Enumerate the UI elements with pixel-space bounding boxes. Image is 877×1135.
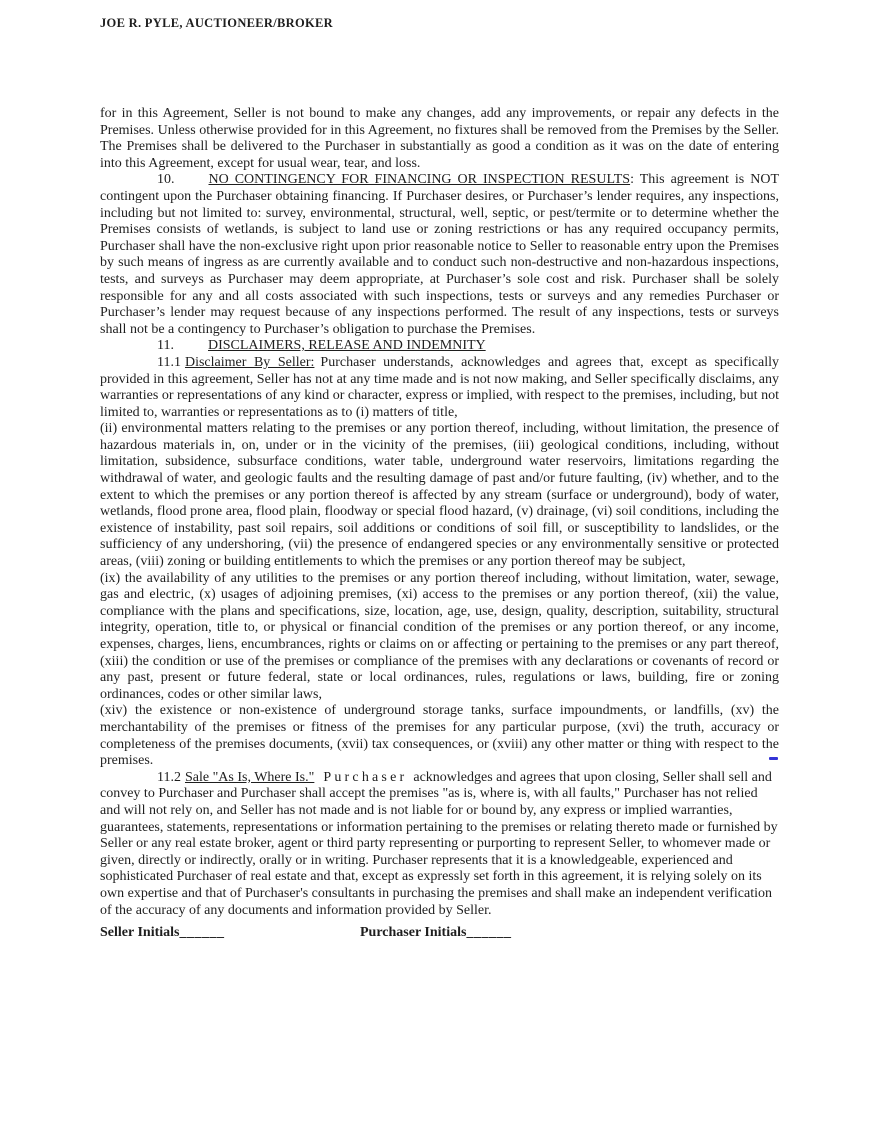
- section-11-2-spaced-word: Purchaser: [323, 769, 408, 785]
- section-11-2-number: 11.2: [157, 769, 181, 785]
- section-11-1-number: 11.1: [157, 354, 181, 370]
- seller-initials-group: [100, 924, 360, 941]
- purchaser-initials-blank: ______: [466, 925, 512, 941]
- section-11-heading-row: [100, 338, 779, 355]
- section-11-1-paragraph: [100, 355, 779, 421]
- page-title: JOE R. PYLE, AUCTIONEER/BROKER: [100, 16, 333, 30]
- section-10: [100, 172, 779, 338]
- section-11-2-body: acknowledges and agrees that upon closing, Seller shall sell and convey to Purchaser and Purchaser shall accept the premises "as is, where is, with all faults," Purchaser has not relied and will not rely on, and Seller has not made and is not liable for or bound by, any express or implied warranties, guarantees, statements, representations or information pertaining to the premises or relating thereto made or furnished by Seller or any real estate broker, agent or third party representing or purporting to represent Seller, to whomever made or given, directly or indirectly, orally or in writing. Purchaser represents that it is a knowledgeable, experienced and sophisticated Purchaser of real estate and that, except as expressly set forth in this agreement, it is relying solely on its own expertise and that of Purchaser's consultants in purchasing the premises and shall make an independent verification of the accuracy of any documents and information provided by Seller.: [100, 769, 778, 918]
- initials-row: [100, 924, 779, 944]
- section-11-1-body-d: (xiv) the existence or non-existence of underground storage tanks, surface impoundments, or landfills, (xv) the merchantability of the premises or fitness of the premises for any particular purpose, (xvi) the truth, accuracy or completeness of the premises documents, (xvii) tax consequences, or (xviii) any other matter or thing with respect to the premises.: [100, 703, 779, 769]
- section-10-number: 10.: [157, 172, 175, 188]
- section-11-1-body-a: Purchaser understands, acknowledges and agrees that, except as specifically provided in this agreement, Seller has not at any time made and is not now making, and Seller specifically disclaims, any warranties or representations of any kind or character, express or implied, with respect to the premises, including, but not limited to, warranties or representations as to (i) matters of title,: [100, 354, 779, 420]
- seller-initials-label: Seller Initials: [100, 925, 180, 941]
- seller-initials-blank: ______: [179, 925, 225, 941]
- section-10-heading: NO CONTINGENCY FOR FINANCING OR INSPECTION RESULTS: [208, 172, 631, 188]
- margin-annotation-dash: [769, 757, 778, 760]
- purchaser-initials-label: Purchaser Initials: [360, 925, 467, 941]
- section-11-1-heading: Disclaimer By Seller:: [184, 354, 315, 370]
- section-11-1-body-b: (ii) environmental matters relating to the premises or any portion thereof, including, without limitation, the presence of hazardous materials in, on, under or in the vicinity of the premises, (iii) geological conditions, including, without limitation, subsidence, subsurface conditions, water table, underground water reservoirs, limitations regarding the withdrawal of water, and geologic faults and the resulting damage of past and/or future faulting, (iv) whether, and to the extent to which the premises or any portion thereof is affected by any stream (surface or underground), body of water, wetlands, flood prone area, flood plain, floodway or special flood hazard, (v) drainage, (vi) soil conditions, including the existence of instability, past soil repairs, soil additions or conditions of soil fill, or susceptibility to landslides, or the sufficiency of any undershoring, (vii) the presence of endangered species or any environmentally sensitive or protected areas, (viii) zoning or building entitlements to which the premises or any portion thereof may be subject,: [100, 421, 779, 570]
- paragraph-continuation: for in this Agreement, Seller is not bound to make any changes, add any improvements, or repair any defects in the Premises. Unless otherwise provided for in this Agreement, no fixtures shall be removed from the Premises by the Seller. The Premises shall be delivered to the Purchaser in substantially as good a condition as it was on the date of entering into this Agreement, except for usual wear, tear, and loss.: [100, 106, 779, 171]
- document-body: [100, 106, 779, 944]
- section-11-2-paragraph: [100, 770, 779, 919]
- section-11-number: 11.: [157, 338, 174, 354]
- purchaser-initials-group: [360, 925, 511, 940]
- section-11-heading: DISCLAIMERS, RELEASE AND INDEMNITY: [207, 338, 486, 354]
- section-11-1-body-c: (ix) the availability of any utilities to the premises or any portion thereof including, without limitation, water, sewage, gas and electric, (x) usages of adjoining premises, (xi) access to the premises or any portion thereof, (xii) the value, compliance with the plans and specifications, size, location, age, use, design, quality, description, suitability, structural integrity, operation, title to, or physical or financial condition of the premises or any portion thereof, or any income, expenses, charges, liens, encumbrances, rights or claims on or affecting or pertaining to the premises or any part thereof, (xiii) the condition or use of the premises or compliance of the premises with any declarations or covenants of record or any past, present or future federal, state or local ordinances, rules, regulations or laws, building, fire or zoning ordinances, codes or other similar laws,: [100, 570, 779, 702]
- section-10-body: : This agreement is NOT contingent upon the Purchaser obtaining financing. If Purchaser desires, or Purchaser’s lender requires, any inspections, including but not limited to: survey, environmental, structural, well, septic, or pest/termite or to determine whether the Premises consists of wetlands, is subject to land use or zoning restrictions or has any required occupancy permits, Purchaser shall have the non-exclusive right upon prior reasonable notice to Seller to reasonable entry upon the Premises by such means of ingress as are currently available and to conduct such non-destructive and non-hazardous inspections, tests, and surveys as Purchaser may deem appropriate, at Purchaser’s sole cost and risk. Purchaser shall be solely responsible for any and all costs associated with such inspections, tests or surveys and any remedies Purchaser or Purchaser’s lender may request because of any inspections performed. The result of any inspections, tests or surveys shall not be a contingency to Purchaser’s obligation to purchase the Premises.: [100, 172, 780, 337]
- section-11-2-heading: Sale "As Is, Where Is.": [184, 769, 315, 785]
